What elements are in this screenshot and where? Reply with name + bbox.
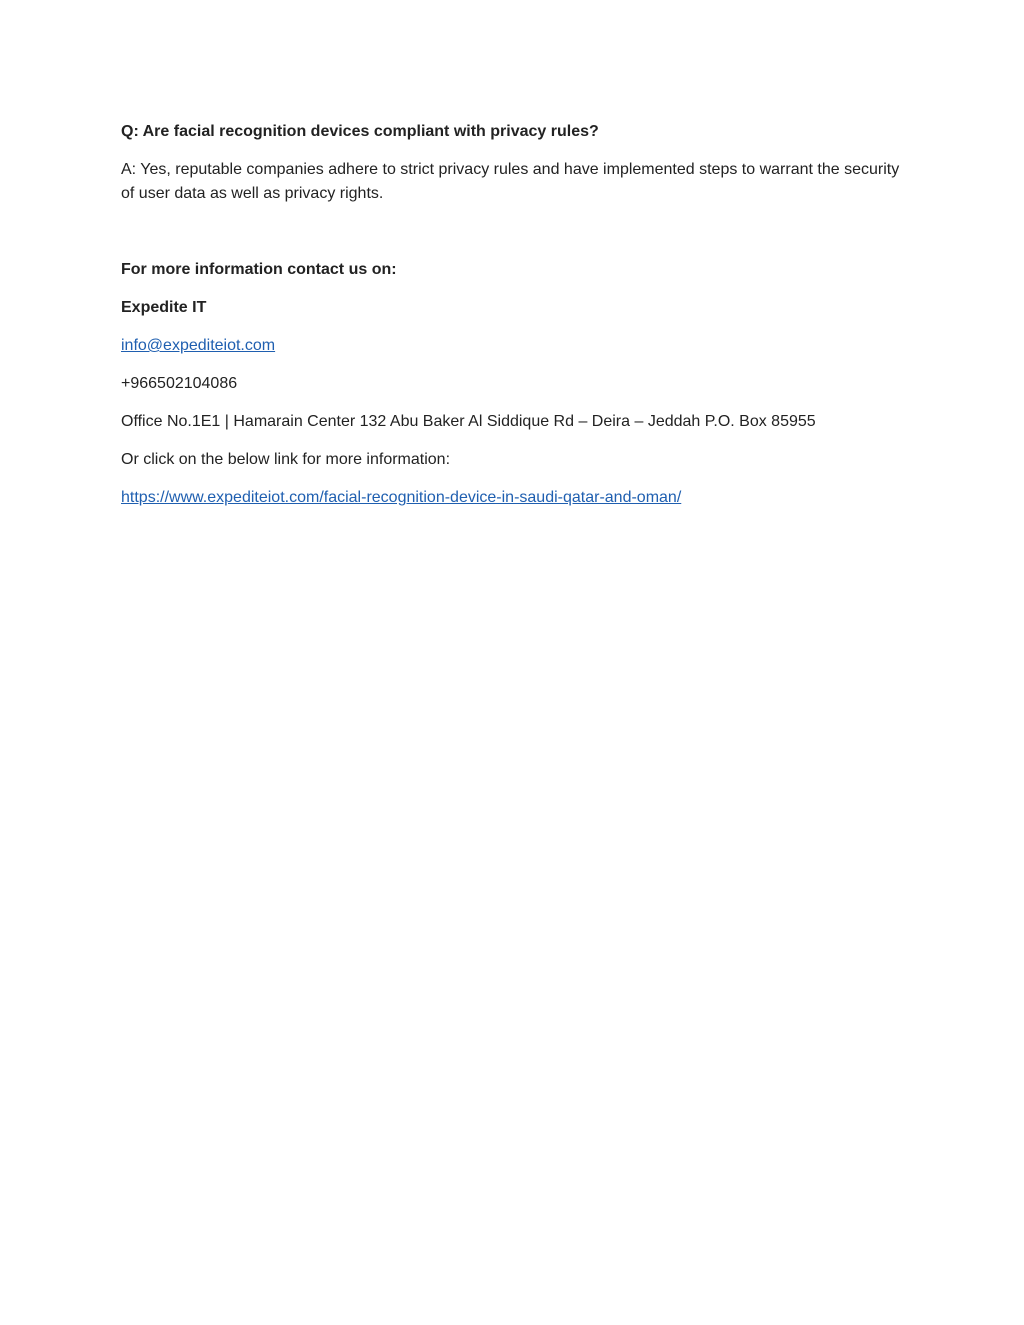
link-prompt: Or click on the below link for more information: (121, 451, 451, 468)
phone-number: +966502104086 (121, 375, 238, 392)
website-link[interactable]: https://www.expediteiot.com/facial-recognition-device-in-saudi-qatar-and-oman/ (121, 489, 682, 506)
document-body (121, 120, 911, 524)
section-spacer (121, 220, 911, 258)
office-address: Office No.1E1 | Hamarain Center 132 Abu Baker Al Siddique Rd – Deira – Jeddah P.O. Box 85955 (121, 413, 816, 430)
faq-question: Q: Are facial recognition devices compliant with privacy rules? (121, 123, 599, 140)
contact-heading: For more information contact us on: (121, 261, 397, 278)
company-name: Expedite IT (121, 299, 207, 316)
faq-answer: A: Yes, reputable companies adhere to strict privacy rules and have implemented steps to warrant the security of user data as well as privacy rights. (121, 161, 900, 202)
email-link[interactable]: info@expediteiot.com (121, 337, 276, 354)
